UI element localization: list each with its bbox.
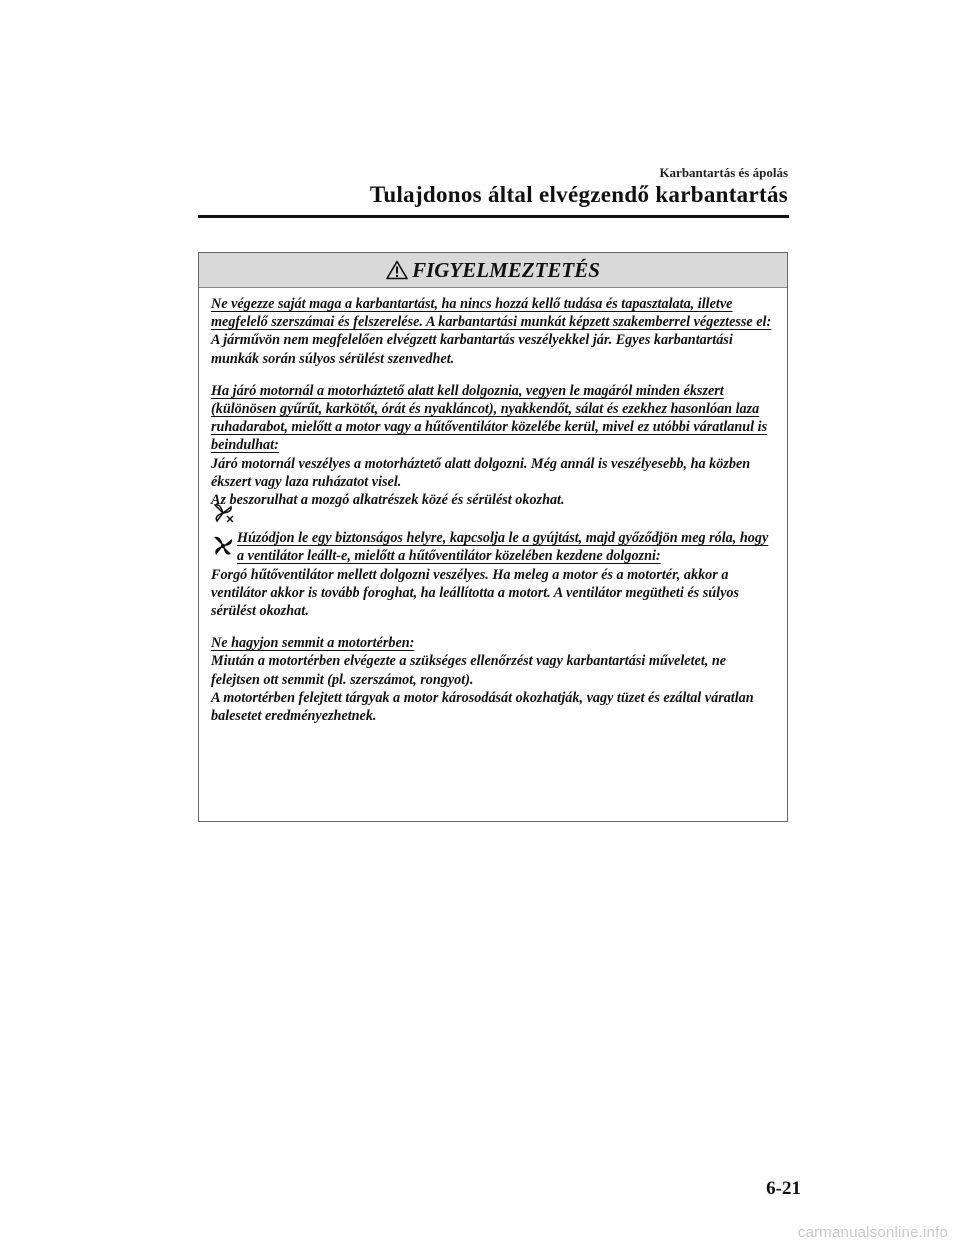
warning-item-cooling-fan	[211, 529, 777, 620]
warning-item-heading: Ha járó motornál a motorháztető alatt kell dolgoznia, vegyen le magáról minden ékszert (különösen gyűrűt, karkötőt, órát és nyakláncot), nyakkendőt, sálat és ezekhez hasonlóan laza ruhadarabot, mielőtt a motor vagy a hűtőventilátor közelébe kerül, mivel ez utóbbi váratlanul is beindulhat:	[211, 382, 768, 454]
fan-icons	[211, 501, 235, 563]
warning-content	[199, 288, 787, 725]
fan-heading-line	[211, 529, 777, 565]
warning-header	[199, 253, 787, 288]
warning-item-body: Forgó hűtőventilátor mellett dolgozni veszélyes. Ha meleg a motor és a motortér, akkor a ventilátor akkor is tovább foroghat, ha leállította a motort. A ventilátor megütheti és súlyos sérülést okozhat.	[211, 566, 739, 620]
warning-item-heading: Ne hagyjon semmit a motortérben:	[211, 635, 415, 652]
warning-item-body: A járművön nem megfelelően elvégzett karbantartás veszélyekkel jár. Egyes karbantartási munkák során súlyos sérülést szenvedhet.	[211, 332, 733, 367]
section-label: Karbantartás és ápolás	[659, 165, 788, 180]
warning-triangle-icon	[386, 260, 408, 280]
page-number: 6-21	[766, 1178, 801, 1199]
fan-off-icon	[211, 501, 235, 525]
warning-item-heading: Húzódjon le egy biztonságos helyre, kapcsolja le a gyújtást, majd győződjön meg róla, hogy a ventilátor leállt-e, mielőtt a hűtőventilátor közelében kezdene dolgozni:	[237, 530, 769, 565]
header-rule	[198, 215, 789, 218]
warning-item-running-engine	[211, 382, 777, 509]
warning-item-heading: Ne végezze saját maga a karbantartást, ha nincs hozzá kellő tudása és tapasztalata, illetve megfelelő szerszámai és felszerelése. A karbantartási munkát képzett szakemberrel végeztesse el:	[211, 296, 772, 331]
fan-icon	[211, 534, 235, 558]
warning-item-body: Miután a motortérben elvégezte a szükséges ellenőrzést vagy karbantartási műveletet, ne felejtsen ott semmit (pl. szerszámot, rongyot). A motortérben felejtett tárgyak a motor károsodását okozhatják, vagy tüzet és ezáltal váratlan balesetet eredményezhetnek.	[211, 653, 754, 725]
warning-box	[198, 252, 788, 822]
watermark: carmanualsonline.info	[797, 1224, 948, 1241]
page-title: Tulajdonos által elvégzendő karbantartás	[369, 182, 788, 207]
warning-item-body: Járó motornál veszélyes a motorháztető alatt dolgozni. Még annál is veszélyesebb, ha közben ékszert vagy laza ruházatot visel. Az beszorulhat a mozgó alkatrészek közé és sérülést okozhat.	[211, 455, 751, 509]
warning-item-engine-bay	[211, 634, 777, 725]
warning-title: FIGYELMEZTETÉS	[412, 257, 600, 282]
warning-item-jewelry-skills	[211, 295, 777, 368]
